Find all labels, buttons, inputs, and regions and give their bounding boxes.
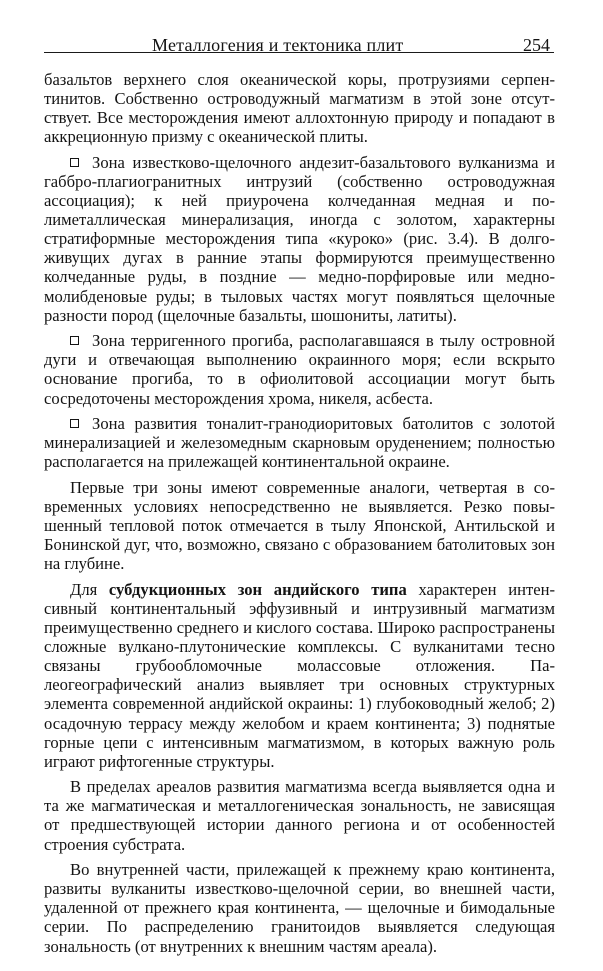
page-body [44,70,555,956]
paragraph-andean-type [44,580,555,771]
paragraph-text: Зона терригенного прогиба, располагавшаяся в тылу островной дуги и отвечающая выполнению окраинного моря; если вскрыто основание прогиба, то в офиолитовой ассоциации могут быть сосредоточены месторождения хрома, никеля, асбеста. [44,331,555,408]
running-header [44,8,554,53]
paragraph-text: Первые три зоны имеют современные аналоги, четвертая в современных условиях непосредственно не выявляется. Резко повышенный тепловой поток отмечается в тылу Японской, Антильской и Бонинской дуг, что, возможно, связано с образованием батолитовых зон на глубине. [44,477,555,574]
paragraph [44,777,555,853]
paragraph-text: характерен интенсивный континентальный эффузивный и интрузивный магматизм преимущественно среднего и кислого состава. Широко распространены сложные вулкано-плутонические комплексы. С вулканитами тесно связаны грубообломочные молассовые отложения. Палеогеографический анализ выявляет три основных структурных элемента современной андийской окраины: 1) глубоководный желоб; 2) осадочную террасу между желобом и краем континента; 3) поднятые горные цепи с интенсивным магматизмом, в которых важную роль играют рифтогенные структуры. [44,579,555,771]
bold-term: субдукционных зон андийского типа [108,579,407,599]
page-number: 254 [523,35,550,55]
square-bullet-icon [70,336,79,345]
bullet-item-terrigenous-zone [44,331,555,407]
paragraph-text: В пределах ареалов развития магматизма всегда выявляется одна и та же магматическая и металлогеническая зональность, не зависящая от предшествующей истории данного региона и от особенностей строения субстрата. [44,777,555,854]
bullet-item-calc-alkaline-zone [44,153,555,325]
bullet-item-batholith-zone [44,414,555,471]
square-bullet-icon [70,158,79,167]
paragraph-text: Зона известково-щелочного андезит-базальтового вулканизма и габбро-плагиогранитных интрузий (собственно островодужная ассоциация); к ней приурочена колчеданная медная и полиметаллическая минерализация, иногда с золотом, характерны стратиформные месторождения типа «куроко» (рис. 3.4). В долгоживущих дугах в ранние этапы формируются преимущественно колчеданные руды, в поздние — медно-порфировые или медномолибденовые руды; в тыловых частях могут появляться щелочные разности пород (щелочные базальты, шошониты, латиты). [44,152,555,325]
paragraph [44,860,555,955]
paragraph-text: базальтов верхнего слоя океанической коры, протрузиями серпентинитов. Собственно островодужный магматизм в этой зоне отсутствует. Все месторождения имеют аллохтонную природу и попадают в аккреционную призму с океанической плиты. [44,70,555,147]
paragraph [44,478,555,573]
square-bullet-icon [70,419,79,428]
running-title: Металлогения и тектоника плит [152,35,404,55]
paragraph-text: Зона развития тоналит-гранодиоритовых батолитов с золотой минерализацией и железомедным скарновым оруденением; полностью располагается на прилежащей континентальной окраине. [44,414,555,472]
paragraph-lead: Для [70,579,109,599]
paragraph-text: Во внутренней части, прилежащей к прежнему краю континента, развиты вулканиты известково-щелочной серии, во внешней части, удаленной от прежнего края континента, — щелочные и бимодальные серии. По распределению гранитоидов выявляется следующая зональность (от внутренних к внешним частям ареала). [44,860,555,956]
paragraph-continuation [44,70,555,146]
